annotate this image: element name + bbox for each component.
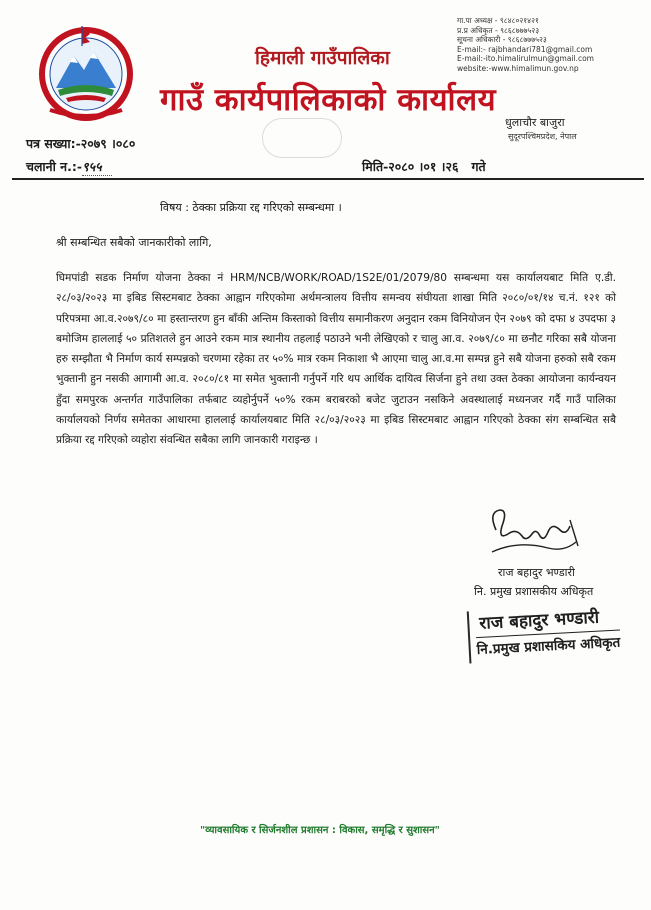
stamp-title: नि.प्रमुख प्रशासकिय अधिकृत bbox=[476, 630, 621, 658]
municipality-name: हिमाली गाउँपालिका bbox=[255, 47, 390, 69]
address-line-2: सुदूरपश्चिमप्रदेश, नेपाल bbox=[508, 132, 577, 141]
dispatch-number bbox=[26, 158, 112, 176]
contact-cao: प्र.प्र अधिकृत - ९८६८७७७५२३ bbox=[457, 25, 540, 35]
letter-number-label: पत्र सख्या:- bbox=[26, 136, 81, 151]
contact-email-2: E-mail:-ito.himalirulmun@gmail.com bbox=[457, 54, 594, 64]
letter-subject: विषय : ठेक्का प्रक्रिया रद्द गरिएको सम्बन्धमा । bbox=[160, 201, 342, 214]
signer-title: नि. प्रमुख प्रशासकीय अधिकृत bbox=[474, 585, 594, 598]
date-suffix: गते bbox=[471, 159, 486, 174]
signature-icon bbox=[478, 500, 588, 570]
letter-number bbox=[26, 135, 135, 152]
office-name: गाउँ कार्यपालिकाको कार्यालय bbox=[160, 82, 497, 118]
header-divider bbox=[12, 178, 644, 180]
contact-chairperson: गा.पा अध्यक्ष - ९८४८०२१४२१ bbox=[457, 16, 539, 25]
letter-number-value: २०७९ ।०८० bbox=[80, 136, 136, 151]
letter-body: घिमपांडी सडक निर्माण योजना ठेक्का नं HRM/NCB/WORK/ROAD/1S2E/01/2079/80 सम्बन्धमा यस कार्यालयबाट मिति ए.डी. २८/०३/२०२३ मा इबिड सिस्टमबाट ठेक्का आह्वान गरिएकोमा अर्थमन्त्रालय वित्तीय समन्वय संघीयता शाखा मिति २०८०/०१/१४ च.नं. १२१ को परिपत्रमा आ.व.२०७९/८० मा हस्तान्तरण हुन बाँकी अन्तिम किस्ताको वित्तीय समानीकरण अनुदान रकम विनियोजन ऐन २०७९ को दफा ४ उपदफा ३ बमोजिम हाललाई ५० प्रतिशतले हुन आउने रकम मात्र स्थानीय तहलाई पठाउने भनी लेखिएको र चालु आ.व. २०७९/८० मा छनौट गरिका सबै योजना हरु सम्झौता भै निर्माण कार्य सम्पन्नको चरणमा रहेका तर ५०% मात्र रकम निकाशा भै आएमा चालु आ.व.मा सम्पन्न हुने सबै योजना हरुको सबै रकम भुक्तानी हुन नसकी आगामी आ.व. २०८०/८१ मा समेत भुक्तानी गर्नुपर्ने गरि थप आर्थिक दायित्व सिर्जना हुने तथा उक्त ठेक्का आयोजना कार्यन्वयन हुँदा समपुरक अन्तर्गत गाउँपालिका तर्फबाट व्यहोर्नुपर्ने ५०% रकम बराबरको बजेट जुटाउन नसकिने अवस्थालाई मध्यनजर गर्दै गाउँ पालिका कार्यालयको निर्णय समेतका आधारमा हाललाई कार्यालयबाट मिति २८/०३/२०२३ मा इबिड सिस्टमबाट आह्वान गरिएको ठेक्का संग सम्बन्धित सबै प्रक्रिया रद्द गरिएको व्यहोरा संवन्धित सबैका लागि जानकारी गराइन्छ । bbox=[56, 272, 616, 447]
faint-stamp bbox=[262, 118, 342, 158]
stamp-name: राज बहादुर भण्डारी bbox=[478, 607, 600, 634]
nepal-emblem-icon bbox=[36, 22, 136, 122]
contact-website: website:-www.himalimun.gov.np bbox=[457, 63, 579, 73]
date-value: २०८० ।०१ ।२६ bbox=[388, 159, 459, 174]
date-label: मिति- bbox=[362, 159, 389, 174]
letter-date bbox=[362, 158, 486, 175]
address-line-1: धुलाचौर बाजुरा bbox=[505, 116, 565, 129]
dispatch-number-value: ९५५ bbox=[82, 158, 112, 176]
footer-motto: "व्यावसायिक र सिर्जनशील प्रशासन : विकास, समृद्धि र सुशासन" bbox=[200, 825, 440, 836]
contact-email-1: E-mail:- rajbhandari781@gmail.com bbox=[457, 44, 593, 54]
letter-addressee: श्री सम्बन्धित सबैको जानकारीको लागि, bbox=[56, 236, 212, 249]
dispatch-number-label: चलानी न.:- bbox=[26, 159, 83, 174]
official-stamp bbox=[467, 603, 641, 664]
contact-info-officer: सूचना अधिकारी - ९८६८७७७५२३ bbox=[457, 35, 547, 45]
contact-block bbox=[457, 16, 647, 74]
signer-name: राज बहादुर भण्डारी bbox=[498, 566, 575, 579]
